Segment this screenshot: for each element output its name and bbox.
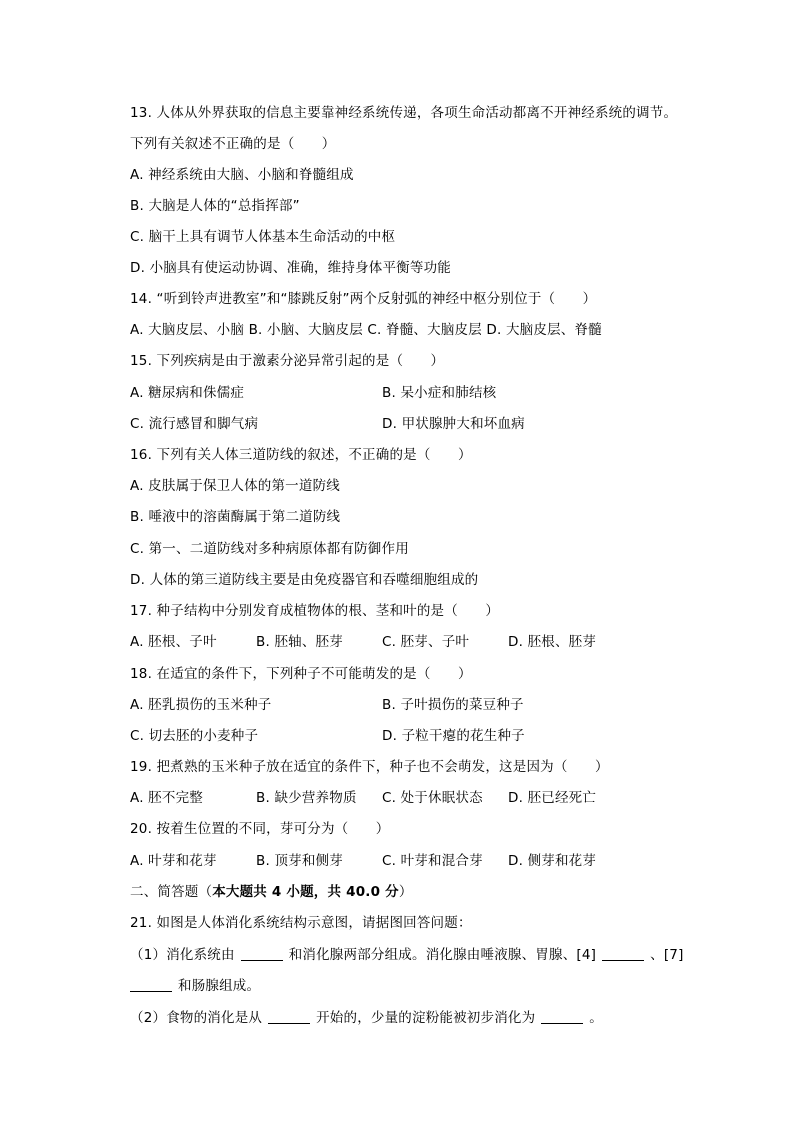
- q16-stem: 16. 下列有关人体三道防线的叙述，不正确的是（ ）: [130, 447, 472, 463]
- q21-stem: 21. 如图是人体消化系统结构示意图，请据图回答问题：: [130, 915, 472, 931]
- q21-part2-text-b: 开始的，少量的淀粉能被初步消化为: [316, 1010, 536, 1026]
- answer-blank[interactable]: [241, 948, 283, 961]
- answer-blank[interactable]: [130, 979, 172, 992]
- q21-part2-text-a: （2）食物的消化是从: [130, 1010, 263, 1026]
- q13-stem-line2: 下列有关叙述不正确的是（ ）: [130, 136, 336, 152]
- q16-option-b: B. 唾液中的溶菌酶属于第二道防线: [130, 509, 341, 525]
- q17-option-d: D. 胚根、胚芽: [508, 634, 597, 650]
- q21-part1-text-c: 、[7]: [650, 947, 684, 963]
- q18-option-b: B. 子叶损伤的菜豆种子: [382, 697, 524, 713]
- answer-blank[interactable]: [541, 1011, 583, 1024]
- q21-part1-text-b: 和消化腺两部分组成。消化腺由唾液腺、胃腺、[4]: [288, 947, 597, 963]
- q13-option-c: C. 脑干上具有调节人体基本生命活动的中枢: [130, 229, 396, 245]
- q15-option-d: D. 甲状腺肿大和坏血病: [382, 416, 525, 432]
- q20-option-a: A. 叶芽和花芽: [130, 853, 217, 869]
- q19-option-c: C. 处于休眠状态: [382, 790, 483, 806]
- q21-part2: [130, 1009, 603, 1027]
- q21-part1-line1: [130, 946, 684, 964]
- q18-stem: 18. 在适宜的条件下，下列种子不可能萌发的是（ ）: [130, 666, 472, 682]
- q15-option-b: B. 呆小症和肺结核: [382, 385, 497, 401]
- q18-option-d: D. 子粒干瘪的花生种子: [382, 728, 525, 744]
- q19-option-d: D. 胚已经死亡: [508, 790, 597, 806]
- q19-stem: 19. 把煮熟的玉米种子放在适宜的条件下，种子也不会萌发，这是因为（ ）: [130, 759, 609, 775]
- q19-option-b: B. 缺少营养物质: [256, 790, 357, 806]
- q19-option-a: A. 胚不完整: [130, 790, 203, 806]
- q16-option-d: D. 人体的第三道防线主要是由免疫器官和吞噬细胞组成的: [130, 572, 479, 588]
- q21-part2-text-c: 。: [589, 1010, 603, 1026]
- q14-stem: 14. “听到铃声进教室”和“膝跳反射”两个反射弧的神经中枢分别位于（ ）: [130, 291, 597, 307]
- answer-blank[interactable]: [268, 1011, 310, 1024]
- q20-option-c: C. 叶芽和混合芽: [382, 853, 483, 869]
- q13-option-d: D. 小脑具有使运动协调、准确，维持身体平衡等功能: [130, 260, 451, 276]
- section-heading-suffix: ）: [398, 884, 413, 900]
- q21-part1-text-a: （1）消化系统由: [130, 947, 235, 963]
- q15-stem: 15. 下列疾病是由于激素分泌异常引起的是（ ）: [130, 353, 445, 369]
- q20-option-d: D. 侧芽和花芽: [508, 853, 597, 869]
- section-heading: [130, 883, 413, 901]
- q14-options: A. 大脑皮层、小脑 B. 小脑、大脑皮层 C. 脊髓、大脑皮层 D. 大脑皮层、脊髓: [130, 322, 602, 338]
- q13-stem-line1: 13. 人体从外界获取的信息主要靠神经系统传递，各项生命活动都离不开神经系统的调节。: [130, 105, 678, 121]
- section-heading-prefix: 二、简答题（: [130, 884, 213, 900]
- q13-option-b: B. 大脑是人体的“总指挥部”: [130, 198, 300, 214]
- q13-option-a: A. 神经系统由大脑、小脑和脊髓组成: [130, 167, 354, 183]
- q17-option-a: A. 胚根、子叶: [130, 634, 217, 650]
- q21-part1-text-d: 和肠腺组成。: [178, 978, 261, 994]
- q15-option-a: A. 糖尿病和侏儒症: [130, 385, 245, 401]
- q15-option-c: C. 流行感冒和脚气病: [130, 416, 259, 432]
- section-heading-detail: 本大题共 4 小题，共 40.0 分: [212, 884, 399, 900]
- q17-stem: 17. 种子结构中分别发育成植物体的根、茎和叶的是（ ）: [130, 603, 500, 619]
- q20-stem: 20. 按着生位置的不同，芽可分为（ ）: [130, 821, 390, 837]
- q16-option-a: A. 皮肤属于保卫人体的第一道防线: [130, 478, 340, 494]
- q17-option-b: B. 胚轴、胚芽: [256, 634, 343, 650]
- q16-option-c: C. 第一、二道防线对多种病原体都有防御作用: [130, 541, 409, 557]
- q18-option-c: C. 切去胚的小麦种子: [130, 728, 259, 744]
- q17-option-c: C. 胚芽、子叶: [382, 634, 470, 650]
- q20-option-b: B. 顶芽和侧芽: [256, 853, 343, 869]
- q21-part1-line2: [130, 977, 260, 995]
- q18-option-a: A. 胚乳损伤的玉米种子: [130, 697, 272, 713]
- answer-blank[interactable]: [602, 948, 644, 961]
